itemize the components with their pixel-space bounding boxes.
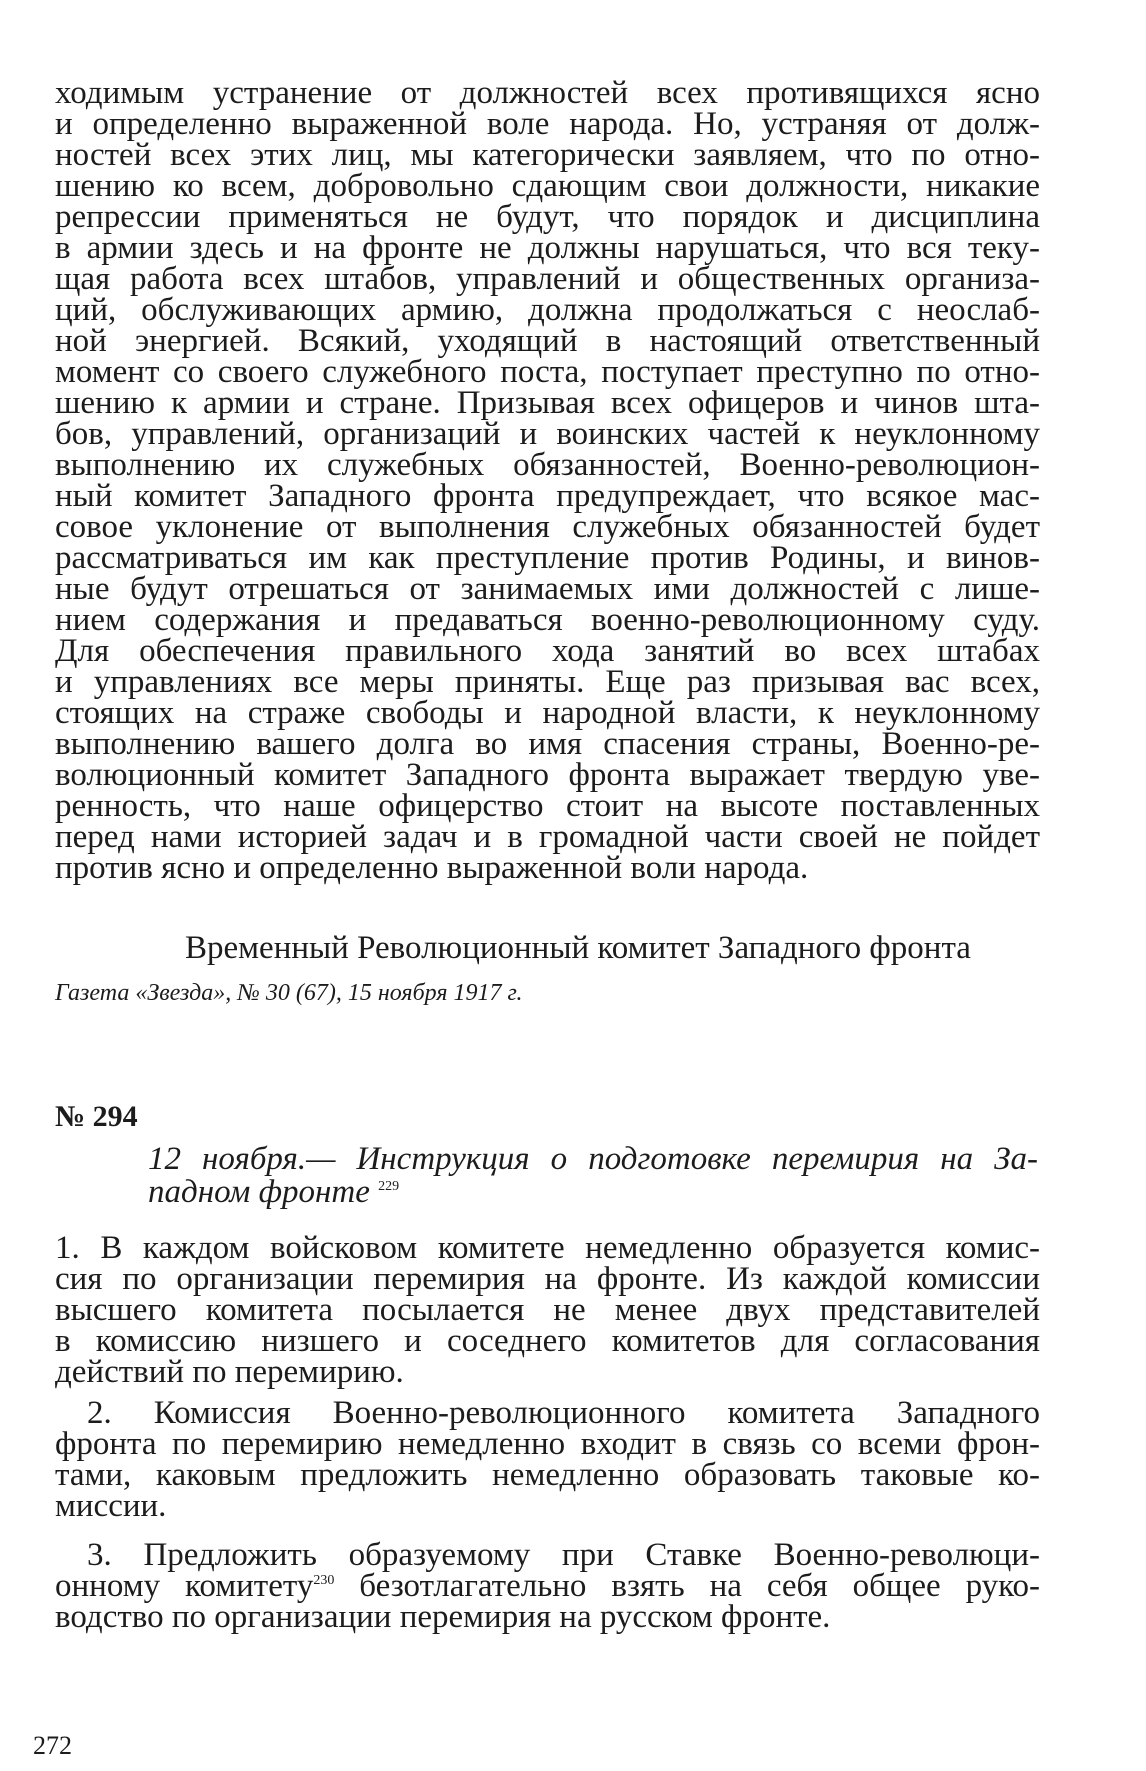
text-line: ные будут отрешаться от занимаемых ими должностей с лише-: [55, 571, 1040, 607]
text-line: фронта по перемирию немедленно входит в связь со всеми фрон-: [55, 1426, 1040, 1462]
text-line: миссии.: [55, 1488, 167, 1524]
text-line: сия по организации перемирия на фронте. Из каждой комиссии: [55, 1261, 1040, 1297]
text-line: 1. В каждом войсковом комитете немедленно образуется комис-: [55, 1230, 1040, 1266]
text-line: рассматриваться им как преступление против Родины, и винов-: [55, 540, 1040, 576]
text-line: против ясно и определенно выраженной воли народа.: [55, 850, 809, 886]
text-line: щая работа всех штабов, управлений и общественных организа-: [55, 261, 1040, 297]
endnote-ref: 230: [313, 1573, 335, 1588]
text-line: перед нами историей задач и в громадной части своей не пойдет: [55, 819, 1040, 855]
text-line: действий по перемирию.: [55, 1354, 404, 1390]
text-line: выполнению вашего долга во имя спасения страны, Военно-ре-: [55, 726, 1040, 762]
text-line: [55, 1568, 1040, 1604]
signature: Временный Революционный комитет Западного фронта: [185, 930, 971, 966]
text-line: волюционный комитет Западного фронта выражает твердую уве-: [55, 757, 1040, 793]
text-fragment: безотлагательно взять на себя общее руко-: [334, 1568, 1040, 1604]
title-line: [148, 1176, 1038, 1209]
text-line: ный комитет Западного фронта предупреждает, что всякое мас-: [55, 478, 1040, 514]
text-line: ностей всех этих лиц, мы категорически заявляем, что по отно-: [55, 137, 1040, 173]
text-line: ренность, что наше офицерство стоит на высоте поставленных: [55, 788, 1040, 824]
text-line: репрессии применяться не будут, что порядок и дисциплина: [55, 199, 1040, 235]
title-text: падном фронте: [148, 1174, 370, 1210]
document-number: № 294: [55, 1100, 138, 1133]
page-number: 272: [33, 1731, 72, 1760]
instruction-item-3: [55, 1537, 1040, 1635]
document-title: [148, 1143, 1038, 1209]
text-line: момент со своего служебного поста, поступает преступно по отно-: [55, 354, 1040, 390]
endnote-ref: 229: [378, 1179, 400, 1194]
text-fragment: онному комитету: [55, 1568, 314, 1604]
instruction-item-2: [55, 1395, 1040, 1524]
text-line: шению к армии и стране. Призывая всех офицеров и чинов шта-: [55, 385, 1040, 421]
text-line: и управлениях все меры приняты. Еще раз призывая вас всех,: [55, 664, 1040, 700]
text-line: Для обеспечения правильного хода занятий во всех штабах: [55, 633, 1040, 669]
text-line: 3. Предложить образуемому при Ставке Военно-революци-: [87, 1537, 1040, 1573]
text-line: стоящих на страже свободы и народной власти, к неуклонному: [55, 695, 1040, 731]
text-line: в комиссию низшего и соседнего комитетов для согласования: [55, 1323, 1040, 1359]
title-line: 12 ноября.— Инструкция о подготовке перемирия на За-: [148, 1141, 1038, 1177]
text-line: ной энергией. Всякий, уходящий в настоящий ответственный: [55, 323, 1040, 359]
text-line: и определенно выраженной воле народа. Но, устраняя от долж-: [55, 106, 1040, 142]
text-line: ций, обслуживающих армию, должна продолжаться с неослаб-: [55, 292, 1040, 328]
continued-paragraph: [55, 75, 1040, 886]
text-line: выполнению их служебных обязанностей, Военно-революцион-: [55, 447, 1040, 483]
text-line: 2. Комиссия Военно-революционного комитета Западного: [87, 1395, 1040, 1431]
text-line: нием содержания и предаваться военно-революционному суду.: [55, 602, 1040, 638]
text-line: совое уклонение от выполнения служебных обязанностей будет: [55, 509, 1040, 545]
text-line: ходимым устранение от должностей всех противящихся ясно: [55, 75, 1040, 111]
text-line: бов, управлений, организаций и воинских частей к неуклонному: [55, 416, 1040, 452]
text-line: в армии здесь и на фронте не должны нарушаться, что вся теку-: [55, 230, 1040, 266]
text-line: водство по организации перемирия на русском фронте.: [55, 1599, 831, 1635]
instruction-item-1: [55, 1230, 1040, 1390]
text-line: тами, каковым предложить немедленно образовать таковые ко-: [55, 1457, 1040, 1493]
text-line: высшего комитета посылается не менее двух представителей: [55, 1292, 1040, 1328]
text-line: шению ко всем, добровольно сдающим свои должности, никакие: [55, 168, 1040, 204]
source-citation: Газета «Звезда», № 30 (67), 15 ноября 1917 г.: [55, 980, 523, 1006]
